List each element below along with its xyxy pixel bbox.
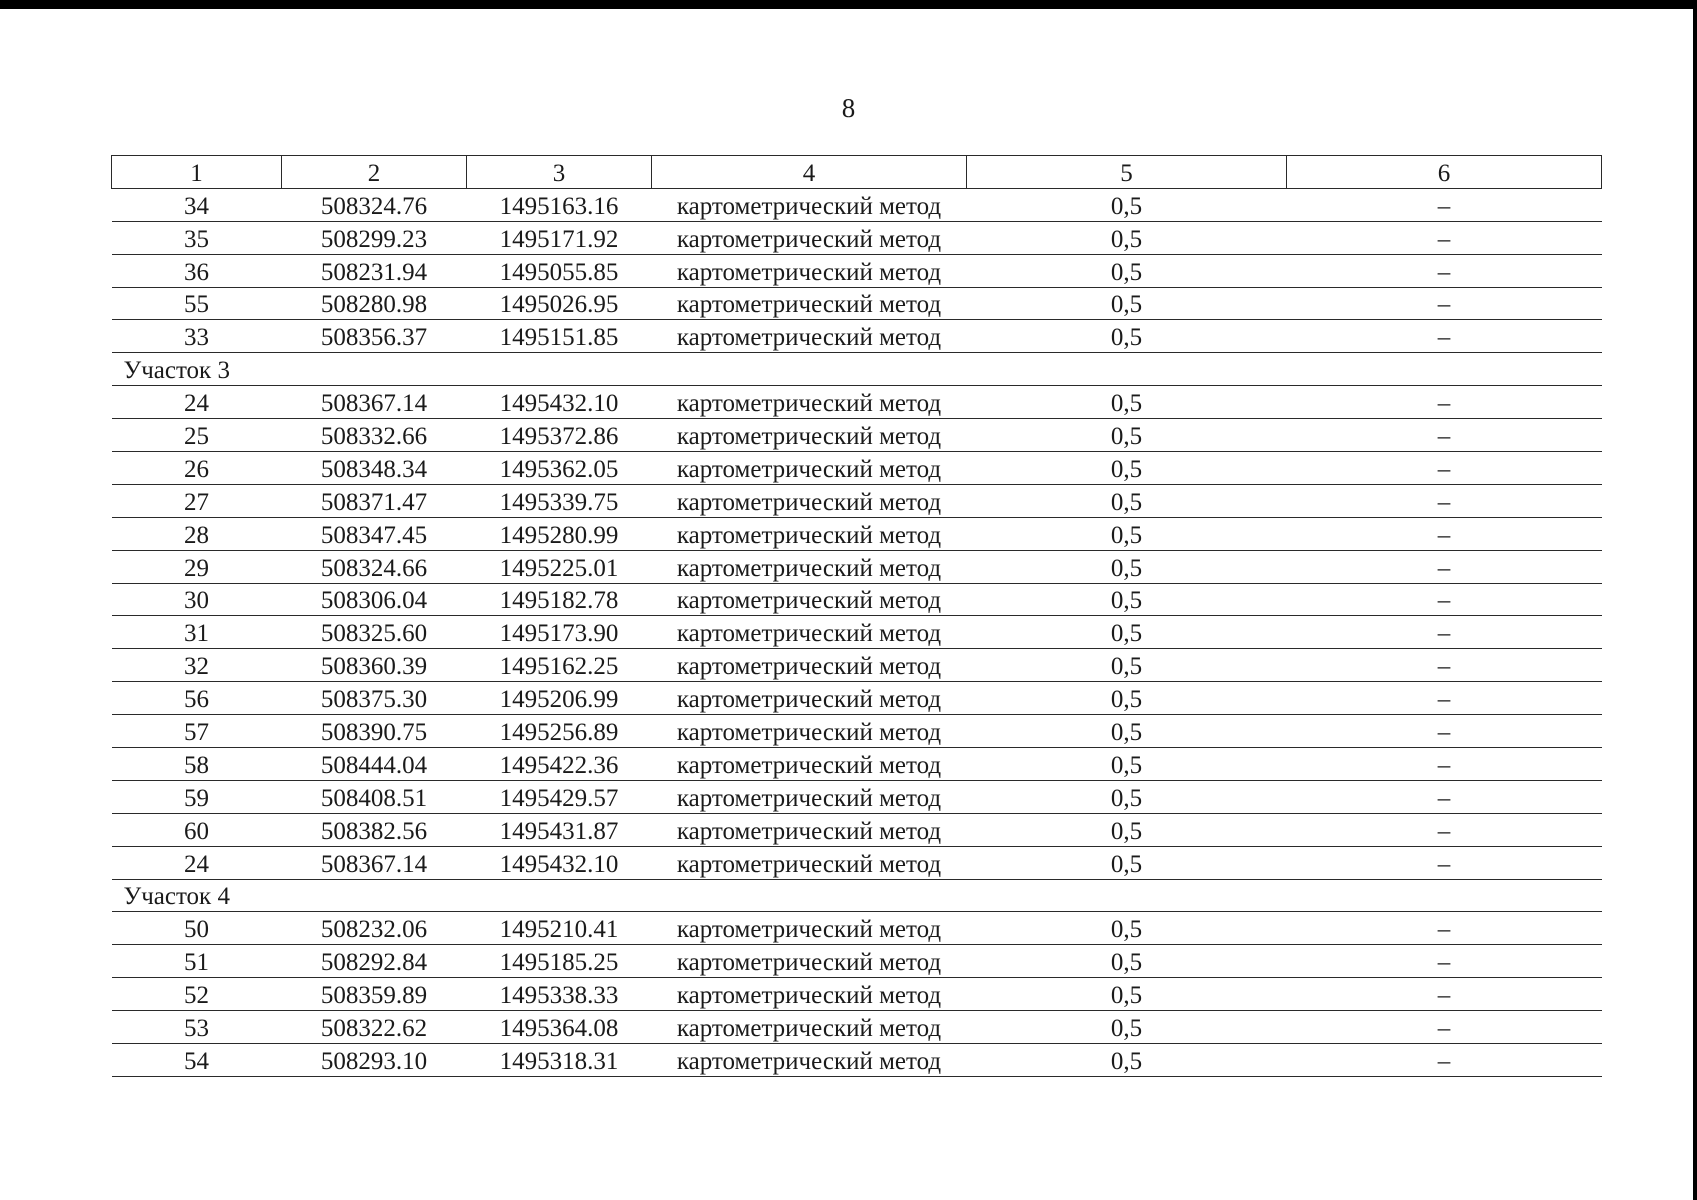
method-cell: картометрический метод — [652, 1044, 967, 1077]
x-coordinate-cell: 508299.23 — [282, 221, 467, 254]
note-cell: – — [1287, 320, 1602, 353]
note-cell: – — [1287, 221, 1602, 254]
y-coordinate-cell: 1495210.41 — [467, 912, 652, 945]
method-cell: картометрический метод — [652, 550, 967, 583]
x-coordinate-cell: 508367.14 — [282, 386, 467, 419]
accuracy-cell: 0,5 — [967, 517, 1287, 550]
table-row — [112, 452, 1602, 485]
point-number-cell: 36 — [112, 254, 282, 287]
y-coordinate-cell: 1495055.85 — [467, 254, 652, 287]
scan-right-edge — [1693, 0, 1697, 1200]
point-number-cell: 33 — [112, 320, 282, 353]
point-number-cell: 50 — [112, 912, 282, 945]
note-cell: – — [1287, 583, 1602, 616]
x-coordinate-cell: 508332.66 — [282, 419, 467, 452]
method-cell: картометрический метод — [652, 945, 967, 978]
table-row — [112, 780, 1602, 813]
x-coordinate-cell: 508382.56 — [282, 813, 467, 846]
point-number-cell: 55 — [112, 287, 282, 320]
method-cell: картометрический метод — [652, 846, 967, 879]
table-row — [112, 813, 1602, 846]
note-cell: – — [1287, 484, 1602, 517]
x-coordinate-cell: 508324.76 — [282, 188, 467, 221]
point-number-cell: 34 — [112, 188, 282, 221]
note-cell: – — [1287, 682, 1602, 715]
accuracy-cell: 0,5 — [967, 188, 1287, 221]
method-cell: картометрический метод — [652, 188, 967, 221]
method-cell: картометрический метод — [652, 748, 967, 781]
y-coordinate-cell: 1495429.57 — [467, 780, 652, 813]
y-coordinate-cell: 1495338.33 — [467, 978, 652, 1011]
y-coordinate-cell: 1495182.78 — [467, 583, 652, 616]
y-coordinate-cell: 1495185.25 — [467, 945, 652, 978]
accuracy-cell: 0,5 — [967, 813, 1287, 846]
method-cell: картометрический метод — [652, 452, 967, 485]
x-coordinate-cell: 508371.47 — [282, 484, 467, 517]
table-row — [112, 846, 1602, 879]
point-number-cell: 59 — [112, 780, 282, 813]
note-cell: – — [1287, 386, 1602, 419]
table-row — [112, 616, 1602, 649]
table-row — [112, 649, 1602, 682]
x-coordinate-cell: 508306.04 — [282, 583, 467, 616]
method-cell: картометрический метод — [652, 517, 967, 550]
y-coordinate-cell: 1495362.05 — [467, 452, 652, 485]
x-coordinate-cell: 508293.10 — [282, 1044, 467, 1077]
y-coordinate-cell: 1495280.99 — [467, 517, 652, 550]
y-coordinate-cell: 1495372.86 — [467, 419, 652, 452]
method-cell: картометрический метод — [652, 419, 967, 452]
accuracy-cell: 0,5 — [967, 1011, 1287, 1044]
table-row — [112, 550, 1602, 583]
x-coordinate-cell: 508322.62 — [282, 1011, 467, 1044]
method-cell: картометрический метод — [652, 583, 967, 616]
y-coordinate-cell: 1495173.90 — [467, 616, 652, 649]
point-number-cell: 27 — [112, 484, 282, 517]
x-coordinate-cell: 508356.37 — [282, 320, 467, 353]
accuracy-cell: 0,5 — [967, 452, 1287, 485]
point-number-cell: 54 — [112, 1044, 282, 1077]
column-header: 4 — [652, 156, 967, 189]
method-cell: картометрический метод — [652, 221, 967, 254]
y-coordinate-cell: 1495431.87 — [467, 813, 652, 846]
note-cell: – — [1287, 419, 1602, 452]
x-coordinate-cell: 508359.89 — [282, 978, 467, 1011]
note-cell: – — [1287, 846, 1602, 879]
note-cell: – — [1287, 1044, 1602, 1077]
accuracy-cell: 0,5 — [967, 550, 1287, 583]
x-coordinate-cell: 508444.04 — [282, 748, 467, 781]
coordinates-table — [111, 155, 1602, 1077]
y-coordinate-cell: 1495026.95 — [467, 287, 652, 320]
point-number-cell: 31 — [112, 616, 282, 649]
note-cell: – — [1287, 188, 1602, 221]
x-coordinate-cell: 508280.98 — [282, 287, 467, 320]
y-coordinate-cell: 1495432.10 — [467, 846, 652, 879]
accuracy-cell: 0,5 — [967, 320, 1287, 353]
accuracy-cell: 0,5 — [967, 780, 1287, 813]
y-coordinate-cell: 1495256.89 — [467, 715, 652, 748]
point-number-cell: 30 — [112, 583, 282, 616]
x-coordinate-cell: 508408.51 — [282, 780, 467, 813]
note-cell: – — [1287, 715, 1602, 748]
note-cell: – — [1287, 254, 1602, 287]
table-row — [112, 188, 1602, 221]
point-number-cell: 32 — [112, 649, 282, 682]
note-cell: – — [1287, 748, 1602, 781]
accuracy-cell: 0,5 — [967, 386, 1287, 419]
y-coordinate-cell: 1495163.16 — [467, 188, 652, 221]
x-coordinate-cell: 508390.75 — [282, 715, 467, 748]
note-cell: – — [1287, 780, 1602, 813]
note-cell: – — [1287, 287, 1602, 320]
x-coordinate-cell: 508360.39 — [282, 649, 467, 682]
accuracy-cell: 0,5 — [967, 616, 1287, 649]
point-number-cell: 57 — [112, 715, 282, 748]
point-number-cell: 53 — [112, 1011, 282, 1044]
point-number-cell: 29 — [112, 550, 282, 583]
note-cell: – — [1287, 649, 1602, 682]
accuracy-cell: 0,5 — [967, 649, 1287, 682]
column-header: 1 — [112, 156, 282, 189]
accuracy-cell: 0,5 — [967, 912, 1287, 945]
section-row — [112, 879, 1602, 912]
y-coordinate-cell: 1495318.31 — [467, 1044, 652, 1077]
table-row — [112, 386, 1602, 419]
accuracy-cell: 0,5 — [967, 748, 1287, 781]
section-row — [112, 353, 1602, 386]
method-cell: картометрический метод — [652, 649, 967, 682]
column-header: 3 — [467, 156, 652, 189]
point-number-cell: 28 — [112, 517, 282, 550]
x-coordinate-cell: 508324.66 — [282, 550, 467, 583]
point-number-cell: 24 — [112, 386, 282, 419]
y-coordinate-cell: 1495422.36 — [467, 748, 652, 781]
accuracy-cell: 0,5 — [967, 419, 1287, 452]
method-cell: картометрический метод — [652, 320, 967, 353]
table-row — [112, 945, 1602, 978]
note-cell: – — [1287, 945, 1602, 978]
section-label: Участок 4 — [112, 879, 1602, 912]
y-coordinate-cell: 1495171.92 — [467, 221, 652, 254]
note-cell: – — [1287, 616, 1602, 649]
table-row — [112, 748, 1602, 781]
table-row — [112, 517, 1602, 550]
method-cell: картометрический метод — [652, 813, 967, 846]
y-coordinate-cell: 1495432.10 — [467, 386, 652, 419]
table-body — [112, 156, 1602, 1077]
table-row — [112, 484, 1602, 517]
method-cell: картометрический метод — [652, 780, 967, 813]
table-row — [112, 583, 1602, 616]
accuracy-cell: 0,5 — [967, 682, 1287, 715]
method-cell: картометрический метод — [652, 386, 967, 419]
page-number: 8 — [841, 93, 856, 123]
accuracy-cell: 0,5 — [967, 978, 1287, 1011]
note-cell: – — [1287, 452, 1602, 485]
x-coordinate-cell: 508367.14 — [282, 846, 467, 879]
accuracy-cell: 0,5 — [967, 1044, 1287, 1077]
table-row — [112, 1044, 1602, 1077]
table-row — [112, 1011, 1602, 1044]
accuracy-cell: 0,5 — [967, 945, 1287, 978]
table-header-row — [112, 156, 1602, 189]
point-number-cell: 26 — [112, 452, 282, 485]
point-number-cell: 25 — [112, 419, 282, 452]
x-coordinate-cell: 508231.94 — [282, 254, 467, 287]
note-cell: – — [1287, 1011, 1602, 1044]
accuracy-cell: 0,5 — [967, 221, 1287, 254]
accuracy-cell: 0,5 — [967, 583, 1287, 616]
table-row — [112, 287, 1602, 320]
point-number-cell: 52 — [112, 978, 282, 1011]
accuracy-cell: 0,5 — [967, 254, 1287, 287]
method-cell: картометрический метод — [652, 682, 967, 715]
accuracy-cell: 0,5 — [967, 484, 1287, 517]
method-cell: картометрический метод — [652, 978, 967, 1011]
method-cell: картометрический метод — [652, 912, 967, 945]
method-cell: картометрический метод — [652, 1011, 967, 1044]
table-row — [112, 419, 1602, 452]
note-cell: – — [1287, 550, 1602, 583]
method-cell: картометрический метод — [652, 287, 967, 320]
table-row — [112, 320, 1602, 353]
scan-top-edge — [0, 0, 1697, 9]
x-coordinate-cell: 508375.30 — [282, 682, 467, 715]
column-header: 2 — [282, 156, 467, 189]
x-coordinate-cell: 508325.60 — [282, 616, 467, 649]
y-coordinate-cell: 1495151.85 — [467, 320, 652, 353]
table-row — [112, 978, 1602, 1011]
method-cell: картометрический метод — [652, 715, 967, 748]
point-number-cell: 24 — [112, 846, 282, 879]
point-number-cell: 56 — [112, 682, 282, 715]
accuracy-cell: 0,5 — [967, 846, 1287, 879]
note-cell: – — [1287, 813, 1602, 846]
note-cell: – — [1287, 978, 1602, 1011]
section-label: Участок 3 — [112, 353, 1602, 386]
y-coordinate-cell: 1495339.75 — [467, 484, 652, 517]
y-coordinate-cell: 1495206.99 — [467, 682, 652, 715]
y-coordinate-cell: 1495364.08 — [467, 1011, 652, 1044]
point-number-cell: 58 — [112, 748, 282, 781]
table-row — [112, 715, 1602, 748]
x-coordinate-cell: 508232.06 — [282, 912, 467, 945]
x-coordinate-cell: 508348.34 — [282, 452, 467, 485]
note-cell: – — [1287, 517, 1602, 550]
table-row — [112, 682, 1602, 715]
note-cell: – — [1287, 912, 1602, 945]
x-coordinate-cell: 508347.45 — [282, 517, 467, 550]
point-number-cell: 51 — [112, 945, 282, 978]
accuracy-cell: 0,5 — [967, 287, 1287, 320]
method-cell: картометрический метод — [652, 616, 967, 649]
method-cell: картометрический метод — [652, 484, 967, 517]
column-header: 6 — [1287, 156, 1602, 189]
accuracy-cell: 0,5 — [967, 715, 1287, 748]
table-row — [112, 254, 1602, 287]
table-row — [112, 221, 1602, 254]
y-coordinate-cell: 1495225.01 — [467, 550, 652, 583]
point-number-cell: 60 — [112, 813, 282, 846]
table-row — [112, 912, 1602, 945]
column-header: 5 — [967, 156, 1287, 189]
point-number-cell: 35 — [112, 221, 282, 254]
y-coordinate-cell: 1495162.25 — [467, 649, 652, 682]
method-cell: картометрический метод — [652, 254, 967, 287]
x-coordinate-cell: 508292.84 — [282, 945, 467, 978]
